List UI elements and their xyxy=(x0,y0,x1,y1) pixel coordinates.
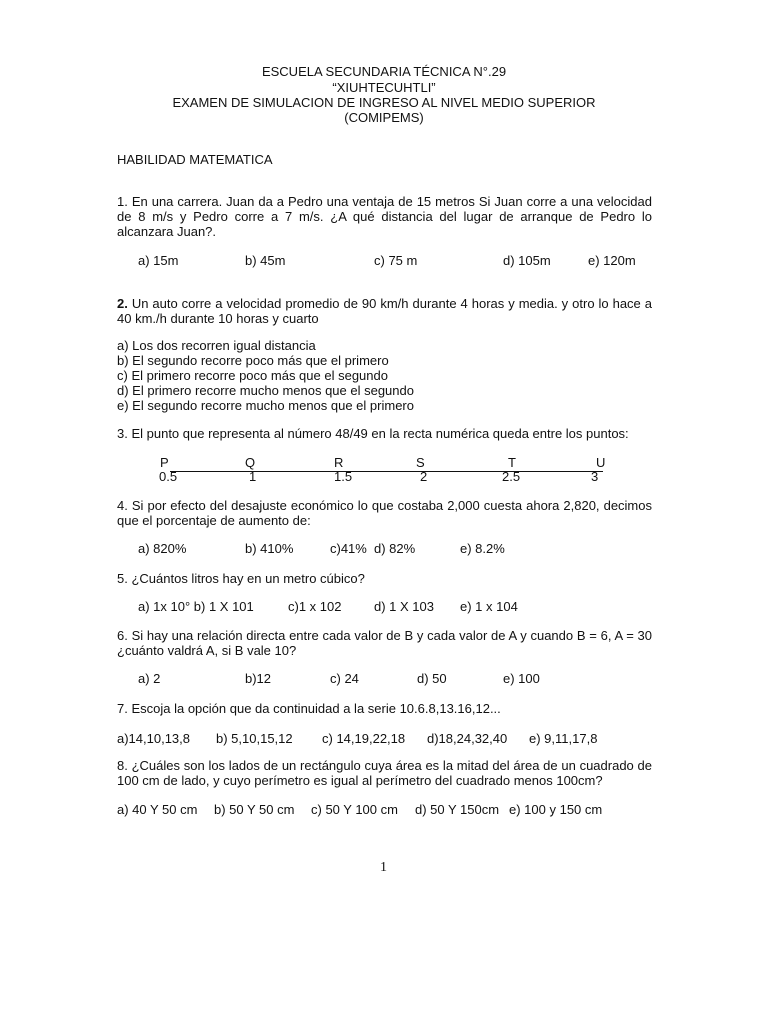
q6-option-e: e) 100 xyxy=(503,671,540,686)
question-2-number: 2. xyxy=(117,296,128,311)
school-name: ESCUELA SECUNDARIA TÉCNICA N°.29 xyxy=(261,64,507,79)
point-label-t: T xyxy=(508,455,516,470)
q5-option-e: e) 1 x 104 xyxy=(460,599,518,614)
q4-option-e: e) 8.2% xyxy=(460,541,505,556)
q7-option-b: b) 5,10,15,12 xyxy=(216,731,293,746)
question-5-text: 5. ¿Cuántos litros hay en un metro cúbico? xyxy=(117,571,365,586)
q1-option-e: e) 120m xyxy=(588,253,636,268)
point-value-u: 3 xyxy=(591,469,599,484)
question-2 xyxy=(117,296,652,326)
q7-option-c: c) 14,19,22,18 xyxy=(322,731,406,746)
question-2-text: Un auto corre a velocidad promedio de 90 km/h durante 4 horas y media. y otro lo hace a 40 km./h durante 10 horas y cuarto xyxy=(117,296,652,326)
page-number: 1 xyxy=(380,860,387,875)
q4-option-a: a) 820% xyxy=(138,541,187,556)
q6-option-b: b)12 xyxy=(245,671,272,686)
q1-option-a: a) 15m xyxy=(138,253,179,268)
q2-option-b: b) El segundo recorre poco más que el primero xyxy=(117,353,389,368)
q6-option-a: a) 2 xyxy=(138,671,161,686)
question-6-text: 6. Si hay una relación directa entre cada valor de B y cada valor de A y cuando B = 6, A = 30 ¿cuánto valdrá A, si B vale 10? xyxy=(117,628,652,658)
q7-option-e: e) 9,11,17,8 xyxy=(529,731,598,746)
q8-option-c: c) 50 Y 100 cm xyxy=(311,802,398,817)
point-label-s: S xyxy=(416,455,425,470)
question-4-text: 4. Si por efecto del desajuste económico lo que costaba 2,000 cuesta ahora 2,820, decimos que el porcentaje de aumento de: xyxy=(117,498,652,528)
q4-option-d: d) 82% xyxy=(374,541,416,556)
exam-org: (COMIPEMS) xyxy=(344,110,424,125)
question-3-text: 3. El punto que representa al número 48/49 en la recta numérica queda entre los puntos: xyxy=(117,426,629,441)
point-value-s: 2 xyxy=(420,469,428,484)
q2-option-a: a) Los dos recorren igual distancia xyxy=(117,338,316,353)
q8-option-a: a) 40 Y 50 cm xyxy=(117,802,198,817)
q1-option-b: b) 45m xyxy=(245,253,286,268)
question-1-text: En una carrera. Juan da a Pedro una ventaja de 15 metros Si Juan corre a una velocidad de 8 m/s y Pedro corre a 7 m/s. ¿A qué distancia del lugar de arranque de Pedro lo alcanzara Juan?. xyxy=(117,194,652,239)
q5-option-ab: a) 1x 10° b) 1 X 101 xyxy=(138,599,254,614)
point-value-t: 2.5 xyxy=(502,469,521,484)
point-value-r: 1.5 xyxy=(334,469,353,484)
q2-option-d: d) El primero recorre mucho menos que el segundo xyxy=(117,383,414,398)
q4-option-b: b) 410% xyxy=(245,541,294,556)
q8-option-e: e) 100 y 150 cm xyxy=(509,802,603,817)
q6-option-d: d) 50 xyxy=(417,671,447,686)
q2-option-c: c) El primero recorre poco más que el segundo xyxy=(117,368,388,383)
point-label-q: Q xyxy=(245,455,256,470)
q4-option-c: c)41% xyxy=(330,541,367,556)
point-label-r: R xyxy=(334,455,344,470)
point-value-p: 0.5 xyxy=(159,469,178,484)
number-line xyxy=(170,471,603,472)
q6-option-c: c) 24 xyxy=(330,671,359,686)
q5-option-c: c)1 x 102 xyxy=(288,599,342,614)
point-value-q: 1 xyxy=(249,469,257,484)
question-1-number: 1. xyxy=(117,194,128,209)
q2-option-e: e) El segundo recorre mucho menos que el primero xyxy=(117,398,414,413)
question-8-text: 8. ¿Cuáles son los lados de un rectángulo cuya área es la mitad del área de un cuadrado de 100 cm de lado, y cuyo perímetro es igual al perímetro del cuadrado menos 100cm? xyxy=(117,758,652,788)
q7-option-a: a)14,10,13,8 xyxy=(117,731,191,746)
question-1 xyxy=(117,194,652,239)
q1-option-c: c) 75 m xyxy=(374,253,418,268)
question-7-text: 7. Escoja la opción que da continuidad a la serie 10.6.8,13.16,12... xyxy=(117,701,501,716)
point-label-u: U xyxy=(596,455,606,470)
q7-option-d: d)18,24,32,40 xyxy=(427,731,508,746)
q5-option-d: d) 1 X 103 xyxy=(374,599,434,614)
q8-option-b: b) 50 Y 50 cm xyxy=(214,802,295,817)
school-nickname: “XIUHTECUHTLI” xyxy=(332,80,436,95)
point-label-p: P xyxy=(160,455,169,470)
q8-option-d: d) 50 Y 150cm xyxy=(415,802,500,817)
section-title: HABILIDAD MATEMATICA xyxy=(117,152,273,167)
q1-option-d: d) 105m xyxy=(503,253,551,268)
exam-title: EXAMEN DE SIMULACION DE INGRESO AL NIVEL MEDIO SUPERIOR xyxy=(172,95,596,110)
